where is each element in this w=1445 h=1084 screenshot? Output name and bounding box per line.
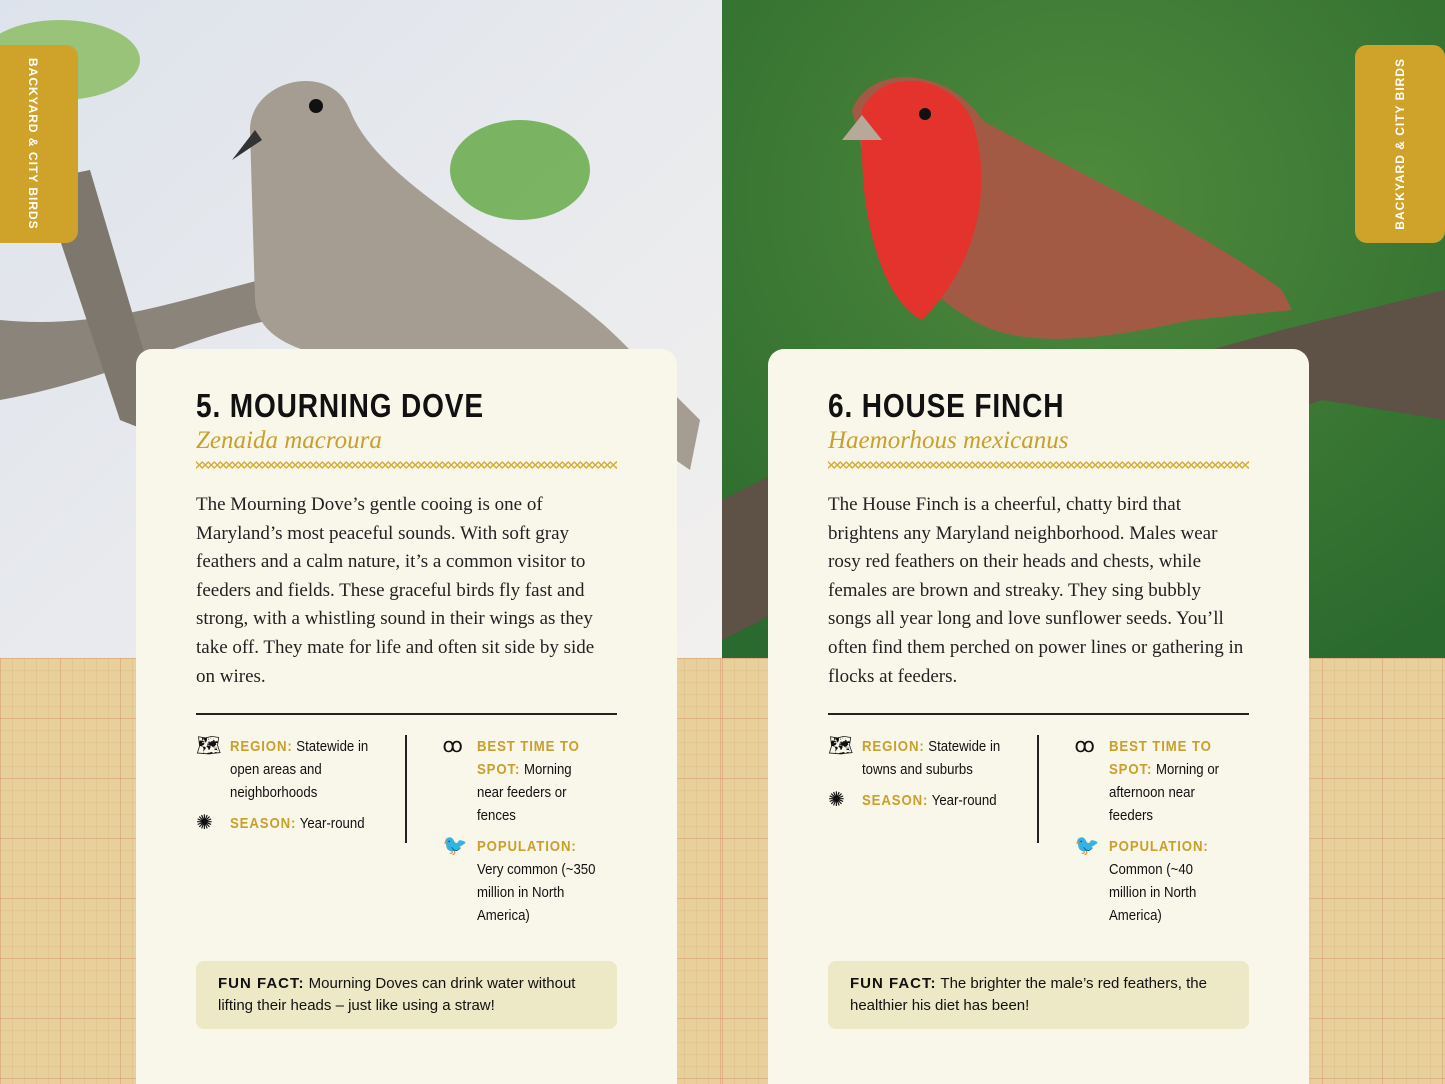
best-time-value: Morning near feeders or fences (476, 761, 572, 825)
bird-title: 6. HOUSE FINCH (828, 387, 1065, 424)
sun-snowflake-icon: ✺ (828, 789, 845, 812)
map-icon: 🗺 (828, 735, 854, 758)
sun-snowflake-icon: ✺ (196, 812, 213, 835)
population-value: Common (~40 million in North America) (1108, 861, 1196, 925)
info-panel (196, 713, 617, 935)
bird-description: The Mourning Dove’s gentle cooing is one of Maryland’s most peaceful sounds. With soft gray feathers and a calm nature, it’s a common visitor to feeders and fields. These graceful birds fly fast and strong, with a whistling sound in their wings as they take off. They mate for life and often sit side by side on wires. (196, 494, 595, 687)
zigzag-divider (196, 461, 617, 469)
population-value: Very common (~350 million in North America) (476, 861, 595, 925)
info-panel (828, 713, 1249, 935)
binoculars-icon: ꝏ (442, 735, 463, 758)
bird-card-mourning-dove (136, 349, 677, 1084)
population-label: POPULATION: (1108, 838, 1209, 856)
best-time-label: BEST TIME TO SPOT: (1108, 738, 1212, 779)
left-page (0, 0, 722, 1084)
best-time-value: Morning or afternoon near feeders (1108, 761, 1219, 825)
season-value: Year-round (299, 815, 365, 833)
binoculars-icon: ꝏ (1074, 735, 1095, 758)
bird-description: The House Finch is a cheerful, chatty bird that brightens any Maryland neighborhood. Males wear rosy red feathers on their heads and chests, while females are brown and streaky. They sing bubbly songs all year long and love sunflower seeds. You’ll often find them perched on power lines or gathering in flocks at feeders. (828, 494, 1244, 687)
region-label: REGION: (230, 738, 293, 756)
season-label: SEASON: (230, 815, 297, 833)
season-label: SEASON: (862, 792, 929, 810)
region-value: Statewide in open areas and neighborhoods (230, 738, 369, 802)
fun-fact-text: Mourning Doves can drink water without lifting their heads – just like using a straw! (218, 975, 576, 1015)
season-value: Year-round (931, 792, 997, 810)
bird-title: 5. MOURNING DOVE (196, 387, 484, 424)
bird-card-house-finch (768, 349, 1309, 1084)
section-tab (1355, 45, 1445, 243)
scientific-name: Zenaida macroura (196, 427, 382, 454)
bird-icon: 🐦 (442, 835, 468, 858)
region-label: REGION: (862, 738, 925, 756)
right-page (722, 0, 1445, 1084)
scientific-name: Haemorhous mexicanus (828, 427, 1069, 454)
bird-icon: 🐦 (1074, 835, 1100, 858)
fun-fact-label: FUN FACT: (850, 975, 937, 993)
best-time-label: BEST TIME TO SPOT: (476, 738, 580, 779)
population-label: POPULATION: (476, 838, 577, 856)
region-value: Statewide in towns and suburbs (862, 738, 1001, 779)
section-tab-label: BACKYARD & CITY BIRDS (1393, 58, 1407, 230)
zigzag-divider (828, 461, 1249, 469)
fun-fact-text: The brighter the male’s red feathers, the healthier his diet has been! (850, 975, 1207, 1015)
section-tab-label: BACKYARD & CITY BIRDS (26, 58, 40, 230)
map-icon: 🗺 (196, 735, 222, 758)
fun-fact-label: FUN FACT: (218, 975, 305, 993)
fun-fact-box (196, 961, 617, 1029)
section-tab (0, 45, 78, 243)
fun-fact-box (828, 961, 1249, 1029)
